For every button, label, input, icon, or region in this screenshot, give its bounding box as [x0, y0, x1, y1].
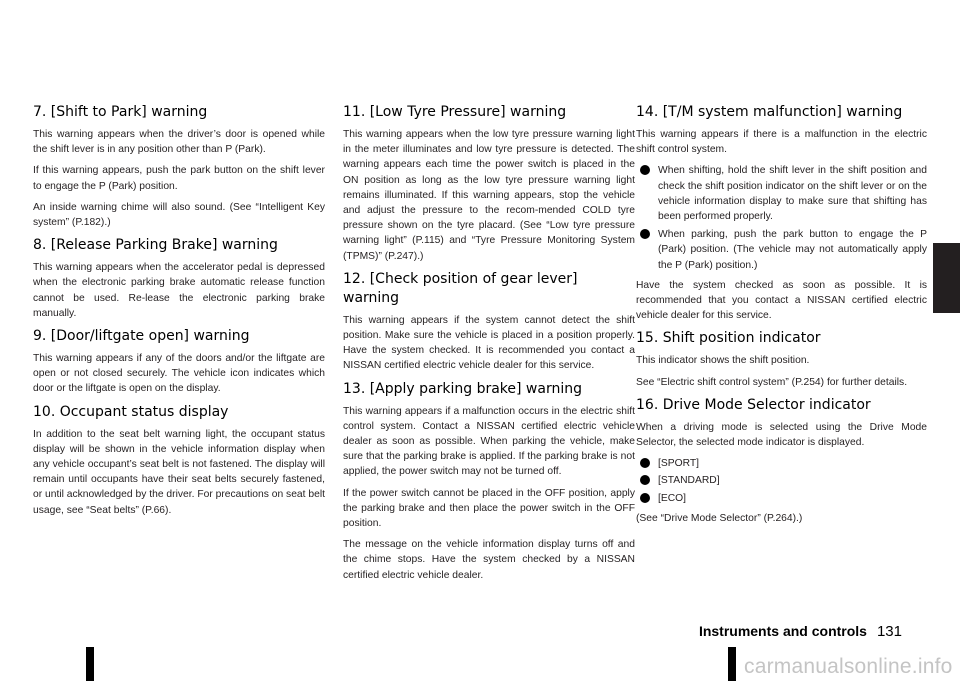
paragraph: This warning appears if there is a malfunction in the electric shift control system. [636, 129, 927, 156]
list-item [636, 456, 927, 471]
section-check-gear-lever [343, 270, 635, 374]
chapter-tab [933, 243, 960, 313]
list-item [636, 227, 927, 273]
bullet-dot-icon [640, 229, 650, 239]
bullet-dot-icon [640, 475, 650, 485]
column-3 [636, 103, 927, 532]
paragraph: This warning appears when the driver’s door is opened while the shift lever is in any position other than P (Park). [33, 129, 325, 156]
list-item-text: [SPORT] [658, 458, 700, 470]
paragraph: This warning appears when the accelerator pedal is depressed when the electronic parking brake automatic release function cannot be used. Re-lease the electronic parking brake manually. [33, 262, 325, 319]
bullet-list [636, 163, 927, 272]
watermark: carmanualsonline.info [744, 655, 953, 678]
column-1 [33, 103, 325, 524]
page-footer [699, 623, 902, 640]
footer-section-title: Instruments and controls [698, 623, 867, 639]
paragraph: This warning appears if a malfunction occurs in the electric shift control system. Contact a NISSAN certified electric vehicle dealer as soon as possible. When parking the vehicle, make sure that the parking brake is applied. If the parking brake is not applied, the power switch may not be turned off. [343, 405, 635, 478]
section-heading: 11. [Low Tyre Pressure] warning [343, 104, 567, 120]
section-occupant-status [33, 403, 325, 518]
list-item [636, 473, 927, 488]
section-heading: 13. [Apply parking brake] warning [343, 380, 582, 397]
paragraph: Have the system checked as soon as possible. It is recommended that you contact a NISSAN certified electric vehicle dealer for this service. [636, 279, 927, 322]
paragraph: This warning appears if the system cannot detect the shift position. Make sure the vehicle is placed in a position properly. Have the system checked. It is recommended you contact a NISSAN certified electric vehicle dealer for this service. [343, 314, 635, 372]
section-heading: 10. Occupant status display [33, 403, 229, 420]
paragraph: When a driving mode is selected using the Drive Mode Selector, the selected mode indicator is displayed. [636, 421, 927, 449]
paragraph: In addition to the seat belt warning light, the occupant status display will be shown in the vehicle information display when any vehicle occupant’s seat belt is not fastened. The display will remain until occupants have their seat belts securely fastened, or until acknowledged by the driver. For precautions on seat belt usage, see “Seat belts” (P.66). [33, 428, 325, 516]
paragraph: This indicator shows the shift position. [636, 355, 810, 367]
section-heading: 8. [Release Parking Brake] warning [33, 237, 278, 254]
paragraph: The message on the vehicle information display turns off and the chime stops. Have the system checked by a NISSAN certified electric vehicle dealer. [343, 539, 635, 581]
list-item [636, 491, 927, 506]
crop-mark [728, 647, 736, 681]
page-number: 131 [876, 623, 902, 640]
list-item-text: [STANDARD] [658, 475, 720, 487]
bullet-list [636, 456, 927, 506]
section-heading: 14. [T/M system malfunction] warning [636, 104, 903, 120]
paragraph: See “Electric shift control system” (P.254) for further details. [636, 376, 908, 388]
paragraph: This warning appears when the low tyre pressure warning light in the meter illuminates and low tyre pressure is detected. The warning appears each time the power switch is placed in the ON position as long as the low tyre pressure warning light remains illuminated. If this warning appears, stop the vehicle and adjust the pressure to the recom-mended COLD tyre pressure shown on the tyre placard. (See “Low tyre pressure warning light” (P.115) and “Tyre Pressure Monitoring System (TPMS)” (P.247).) [343, 129, 635, 262]
section-heading: 9. [Door/liftgate open] warning [33, 328, 250, 345]
bullet-dot-icon [640, 458, 650, 468]
column-2 [343, 103, 635, 589]
list-item [636, 163, 927, 224]
list-item-text: When shifting, hold the shift lever in the shift position and check the shift position indicator on the shift lever or on the vehicle information display to make sure that shifting has been performed properly. [658, 165, 927, 223]
bullet-dot-icon [640, 165, 650, 175]
section-apply-parking-brake [343, 380, 635, 583]
section-drive-mode-selector [636, 396, 927, 526]
paragraph: This warning appears if any of the doors and/or the liftgate are open or not closed securely. The vehicle icon indicates which door or the liftgate is open on the display. [33, 353, 325, 395]
section-tm-system-malfunction [636, 103, 927, 323]
section-low-tyre-pressure [343, 103, 635, 264]
list-item-text: When parking, push the park button to engage the P (Park) position. (The vehicle may not automatically apply the P (Park) position.) [658, 229, 927, 271]
paragraph: (See “Drive Mode Selector” (P.264).) [636, 512, 803, 524]
section-shift-to-park [33, 103, 325, 230]
list-item-text: [ECO] [658, 492, 687, 504]
section-door-liftgate-open [33, 327, 325, 397]
crop-mark [86, 647, 94, 681]
section-shift-position-indicator [636, 329, 927, 389]
bullet-dot-icon [640, 493, 650, 503]
section-heading: 7. [Shift to Park] warning [33, 104, 208, 120]
paragraph: If the power switch cannot be placed in the OFF position, apply the parking brake and then place the power switch in the OFF position. [343, 487, 635, 530]
section-release-parking-brake [33, 236, 325, 321]
paragraph: An inside warning chime will also sound. (See “Intelligent Key system” (P.182).) [33, 201, 325, 229]
section-heading: 16. Drive Mode Selector indicator [636, 396, 871, 413]
section-heading: 12. [Check position of gear lever] warning [343, 270, 578, 306]
section-heading: 15. Shift position indicator [636, 330, 821, 347]
paragraph: If this warning appears, push the park button on the shift lever to engage the P (Park) position. [33, 165, 325, 192]
